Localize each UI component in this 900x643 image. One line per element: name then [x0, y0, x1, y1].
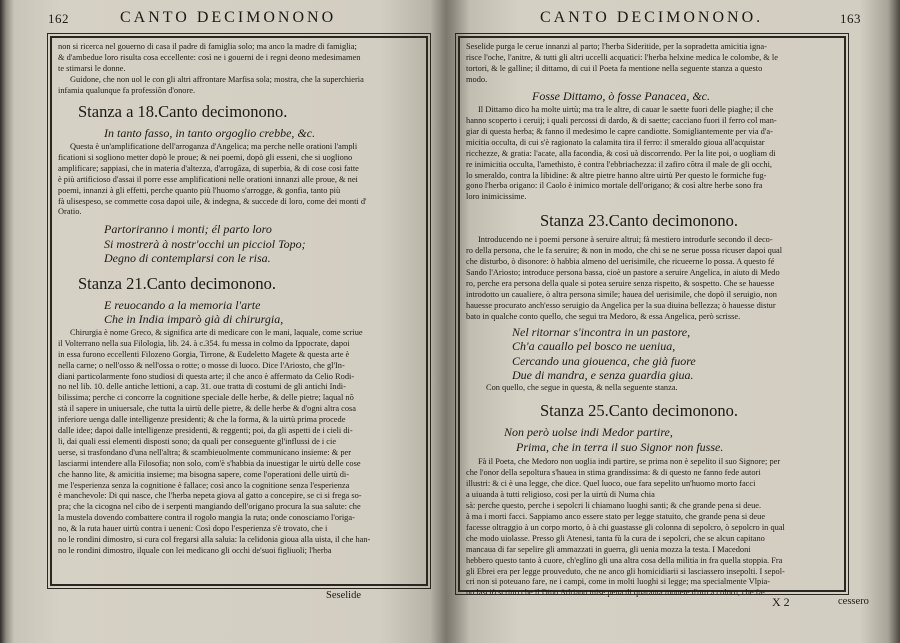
- text-line: me l'esperienza senza la cognitione è fallace; così anco la cognitione senza l'esperienza: [58, 480, 350, 490]
- text-line: no lasciò scritto che il Diuo Adriano mise pena di quaranta monete d'oro a coloro, che fa-: [466, 588, 765, 598]
- text-line: in essa furono eccellenti Filozeno Gorgia, Tirrone, & Eudeletto Magete & questa arte è: [58, 349, 350, 359]
- verse-line: Si mostrerà à nostr'occhi un picciol Topo;: [104, 236, 306, 251]
- verse-line: Ch'a cauallo pel bosco ne ueniua,: [512, 339, 676, 354]
- text-line: mancaua di far sepelire gli ammazzati in guerra, gli uenia mozza la testa. I Macedoni: [466, 544, 751, 554]
- text-line: bato in qualche conto quello, che segui tra Medoro, & essa Angelica, però scrisse.: [466, 311, 741, 321]
- text-line: inferiore uenga dalle intelligenze presidenti; & che la forma, & la uirtù prima procede: [58, 415, 346, 425]
- text-line: Con quello, che segue in questa, & nella seguente stanza.: [486, 382, 678, 392]
- text-line: Introducendo ne i poemi persone à seruire altrui; fà mestiero introdurle secondo il deco-: [478, 235, 773, 245]
- text-line: stà il sapere in uniuersale, che tutta la uirtù delle pietre, & delle herbe & d'ogni altra cosa: [58, 404, 357, 414]
- stanza-heading: Stanza 21.Canto decimonono.: [78, 273, 276, 293]
- stanza-heading: Stanza 25.Canto decimonono.: [540, 401, 738, 421]
- text-line: gono l'herba origano: il Caolo è inimico mortale dell'origano; & così altre herbe sono fra: [466, 181, 763, 191]
- right-running-title: CANTO DECIMONONO.: [540, 9, 764, 26]
- text-line: re inimicitia occulta, l'amethisto, è contra l'ebbriachezza: il zafiro cõtra il male de gli occhi,: [466, 159, 773, 169]
- text-line: lasciarmi intendere alla Filosofia; non solo, com'è s'habbia da inuestigar le uirtù delle cose: [58, 458, 361, 468]
- text-line: hanno scoperto i ceruij; i quali percossi di dardo, & di saette; cacciano fuori il ferro col man-: [466, 116, 777, 126]
- text-line: sà: perche questo, perche i sepolcri li chiamano luoghi santi; & che grande pena si deue.: [466, 501, 762, 511]
- text-line: ro, perche era persona della quale si potea seruire senza rispetto, & sospetto. Che se hauesse: [466, 278, 775, 288]
- text-line: nella carne; o nell'osso & nell'ossa o rotte; o mosse di luoco. Dice l'Ariosto, che gl'In-: [58, 360, 345, 370]
- right-catchword: cessero: [838, 596, 869, 607]
- text-line: gli Ebrei era per legge prouveduto, che ne anco gli homicidiarii si lasciassero insepolti. I sepol-: [466, 566, 785, 576]
- text-line: ficationi si sogliono metter dopò le proue; & nei poemi, dopò gli esseni, che si uogliono: [58, 152, 353, 162]
- text-line: lo smeraldo, contra la libidine: & altre pietre hanno altre uirtù Per questo le formiche fug-: [466, 170, 767, 180]
- left-page: [8, 0, 444, 643]
- text-line: te stimarsi le donne.: [58, 63, 126, 73]
- right-page-number: 163: [840, 11, 861, 26]
- text-line: introdotto un caualiere, ò altra persona simile; hauea del uerisimile, che dopò il seruigio, non: [466, 289, 777, 299]
- text-line: no, & la ruta hauer uirtù contra i ueneni: Così dopo l'esperienza s'è trovato, che i: [58, 524, 328, 534]
- verse-line: Nel ritornar s'incontra in un pastore,: [512, 324, 691, 339]
- text-line: risce l'oche, l'anitre, & tutti gli altri uccelli acquatici: l'herba helxine medica le colombe, & le: [466, 52, 778, 62]
- text-line: uerse, si trasfondano d'una nell'altra; & scambieuolmente communicano insieme: & per: [58, 447, 352, 457]
- text-line: loro inimicissime.: [466, 192, 527, 202]
- text-line: illustri: & ci è una legge, che dice. Quel luoco, oue fara sepelito un'huomo morto facci: [466, 479, 756, 489]
- text-line: no le rondini dimostro, si cura col fregarsi alla saluia: la celidonia gioua alla uista, il che han-: [58, 535, 371, 545]
- verse-line: Non però uolse indi Medor partire,: [504, 425, 673, 440]
- text-line: la mustela dovendo combattere contra il rogolo mangia la ruta; onde conosciamo l'origa-: [58, 513, 355, 523]
- text-line: che modo uiolasse. Presso gli Atenesi, tanta fù la cura de i sepolcri, che se alcun capitano: [466, 533, 765, 543]
- text-line: fà ulisespeso, se commette cosa dapoi uile, & indegna, & succede di loro, come dei monti d': [58, 196, 367, 206]
- text-line: no le rondini dimostro, ilquale con lei medicano gli occhi de'suoi figliuoli; l'herba: [58, 546, 332, 555]
- text-line: amplificare; sappiasi, che in materia d'altezza, d'arrogãza, di superbia, & di cose cosi fatte: [58, 163, 359, 173]
- text-line: dalle idee; dapoi dalle intelligenze presidenti, & reggenti; poi, da gli aspetti de i cieli di-: [58, 426, 353, 436]
- text-line: Seselide purga le cerue innanzi al parto; l'herba Sideritide, per la sopradetta amicitia igna-: [466, 42, 767, 51]
- stanza-heading: Stanza 23.Canto decimonono.: [540, 211, 738, 231]
- verse-line: In tanto fasso, in tanto orgoglio crebbe, &c.: [104, 125, 316, 140]
- text-line: poemi, innanzi à gli effetti, perche quanto più l'huomo s'arrogge, & gonfia, tanto più: [58, 185, 341, 195]
- left-page-number: 162: [48, 11, 69, 26]
- left-running-title: CANTO DECIMONONO: [120, 9, 337, 26]
- text-line: hauesse procurato anch'esso seruigio da Angelica per la sua diuina bellezza; ò hauesse distur: [466, 300, 776, 310]
- right-page: [452, 0, 892, 643]
- verse-line: Che in India imparò già di chirurgia,: [104, 312, 284, 327]
- stanza-heading: Stanza a 18.Canto decimonono.: [78, 101, 288, 121]
- verse-line: Due di mandra, e senza guardia giua.: [512, 368, 694, 383]
- text-line: cri non si poteuano fare, ne i campi, come in molti luoghi si legge; ma specialmente Vlpia-: [466, 577, 771, 587]
- text-line: li, dai quali essi elementi disposti sono; da quali per conseguente gl'influssi de i cie: [58, 436, 337, 446]
- text-line: Fà il Poeta, che Medoro non uoglia indi partire, se prima non è sepelito il suo Signore; per: [478, 457, 781, 467]
- verse-line: Fosse Dittamo, ò fosse Panacea, &c.: [532, 88, 710, 103]
- text-line: bilissima; perche ci concorre la cognitione speciale delle herbe, & delle pietre; laqual nõ: [58, 393, 354, 403]
- text-line: a uiuanda à tutti religioso, cosi per la uirtù di Numa chia: [466, 490, 655, 500]
- text-line: Il Dittamo dico ha molte uirtù; ma tra le altre, di cauar le saette fuori delle piaghe; il che: [478, 105, 774, 115]
- text-line: infamia qualunque fa professiõn d'onore.: [58, 85, 196, 95]
- right-running-head: [452, 6, 892, 28]
- text-line: che l'onor della sepoltura s'hauea in stima grandissima: & di questo ne fanno fede autori: [466, 468, 761, 478]
- right-signature-mark: X 2: [772, 595, 790, 609]
- text-line: Guidone, che non uol le con gli altri affrontare Marfisa sola; mostra, che la superchieria: [70, 74, 364, 84]
- left-running-head: [8, 6, 444, 28]
- verse-line: Cercando una giouenca, che già fuore: [512, 353, 696, 368]
- text-line: Sando l'Ariosto; introduce persona bassa, cioè un pastore a seruire Angelica, in aiuto di Medo: [466, 268, 780, 277]
- text-line: che hanno lite, & amicitia insieme; ma bisogna sapere, come l'operationi delle uirtù di-: [58, 469, 350, 479]
- text-line: Questa è un'amplificatione dell'arroganza d'Angelica; ma perche nelle orationi l'ampli: [70, 142, 358, 152]
- text-line: ro della persona, che le fa seruire; & non in modo, che chi se ne serue possa ricuser dapoi qual: [466, 246, 783, 256]
- text-line: è più artificioso d'assai il porre esse amplificationi nelle orationi innanzi alle proue, & nei: [58, 174, 358, 184]
- left-catchword: Seselide: [326, 590, 361, 601]
- text-line: à ma i morti facci. Sappiamo anco essere stato per legge statuito, che grande pena si deue: [466, 511, 766, 521]
- text-line: modo.: [466, 74, 488, 84]
- verse-line: Partoriranno i monti; él parto loro: [104, 222, 272, 237]
- text-line: diani particolarmente fono studiosi di questa arte; il che anco è affermato da Celio Rodi-: [58, 371, 355, 381]
- text-line: Chirurgia è nome Greco, & significa arte di medicare con le mani, laquale, come scriue: [70, 327, 363, 337]
- text-line: che disturbo, ò disonore: ò habbia almeno del uerisimile, che ricueerne lo possa. A questo fé: [466, 257, 775, 267]
- text-line: il Volterrano nella sua Filologia, lib. 24. à c.354. fu messa in colmo da Ippocrate, dapoi: [58, 338, 350, 348]
- text-line: tortori, & le galline; il dittamo, di cui il Poeta fa mentione nella seguente stanza a questo: [466, 63, 763, 73]
- text-line: & d'ambedue loro risulta cosa eccellente: così ne i gouerni de i regni deono medesimamen: [58, 52, 361, 62]
- text-line: micitia occulta, di cui s'è ragionato la calamita tira il ferro: il smeraldo gioua all'acquistar: [466, 137, 765, 147]
- text-line: Oratio.: [58, 207, 82, 217]
- left-text-frame: [50, 36, 428, 586]
- verse-line: E reuocando a la memoria l'arte: [104, 297, 261, 312]
- verse-line: Degno di contemplarsi con le risa.: [104, 251, 271, 266]
- text-line: facesse oltraggio à un corpo morto, ò à chi guastasse gli colonna di sepolcro, ò sepolcro in qual: [466, 522, 785, 532]
- verse-line: Prima, che in terra il suo Signor non fusse.: [516, 439, 724, 454]
- text-line: giar di questa herba; & fanno il medesimo le capre candiotte. Somigliantemente per via d'a-: [466, 126, 773, 136]
- text-line: no nel lib. 10. delle antiche lettioni, a cap. 31. oue tratta di costumi de gli antichi Indi-: [58, 382, 346, 392]
- text-line: hebbero questo tanto à cuore, ch'eglino gli una altra cosa della militia in fra quella stoppia. Fra: [466, 555, 783, 565]
- text-line: non si ricerca nel gouerno di casa il padre di famiglia solo; ma anco la madre di famiglia;: [58, 42, 357, 51]
- text-line: è manchevole: Di qui nasce, che l'herba nepeta giova al gatto a concepire, se ci si frega so-: [58, 491, 362, 501]
- right-text-frame: [458, 36, 846, 598]
- text-line: ricchezze, & gratia: l'acate, alla facondia, & così uà discorrendo. Per la lite poi, o uogliam di: [466, 148, 776, 158]
- text-line: pra; che la cicogna nel cibo de i serpenti mangiando dell'origano procura la sua salute: che: [58, 502, 361, 512]
